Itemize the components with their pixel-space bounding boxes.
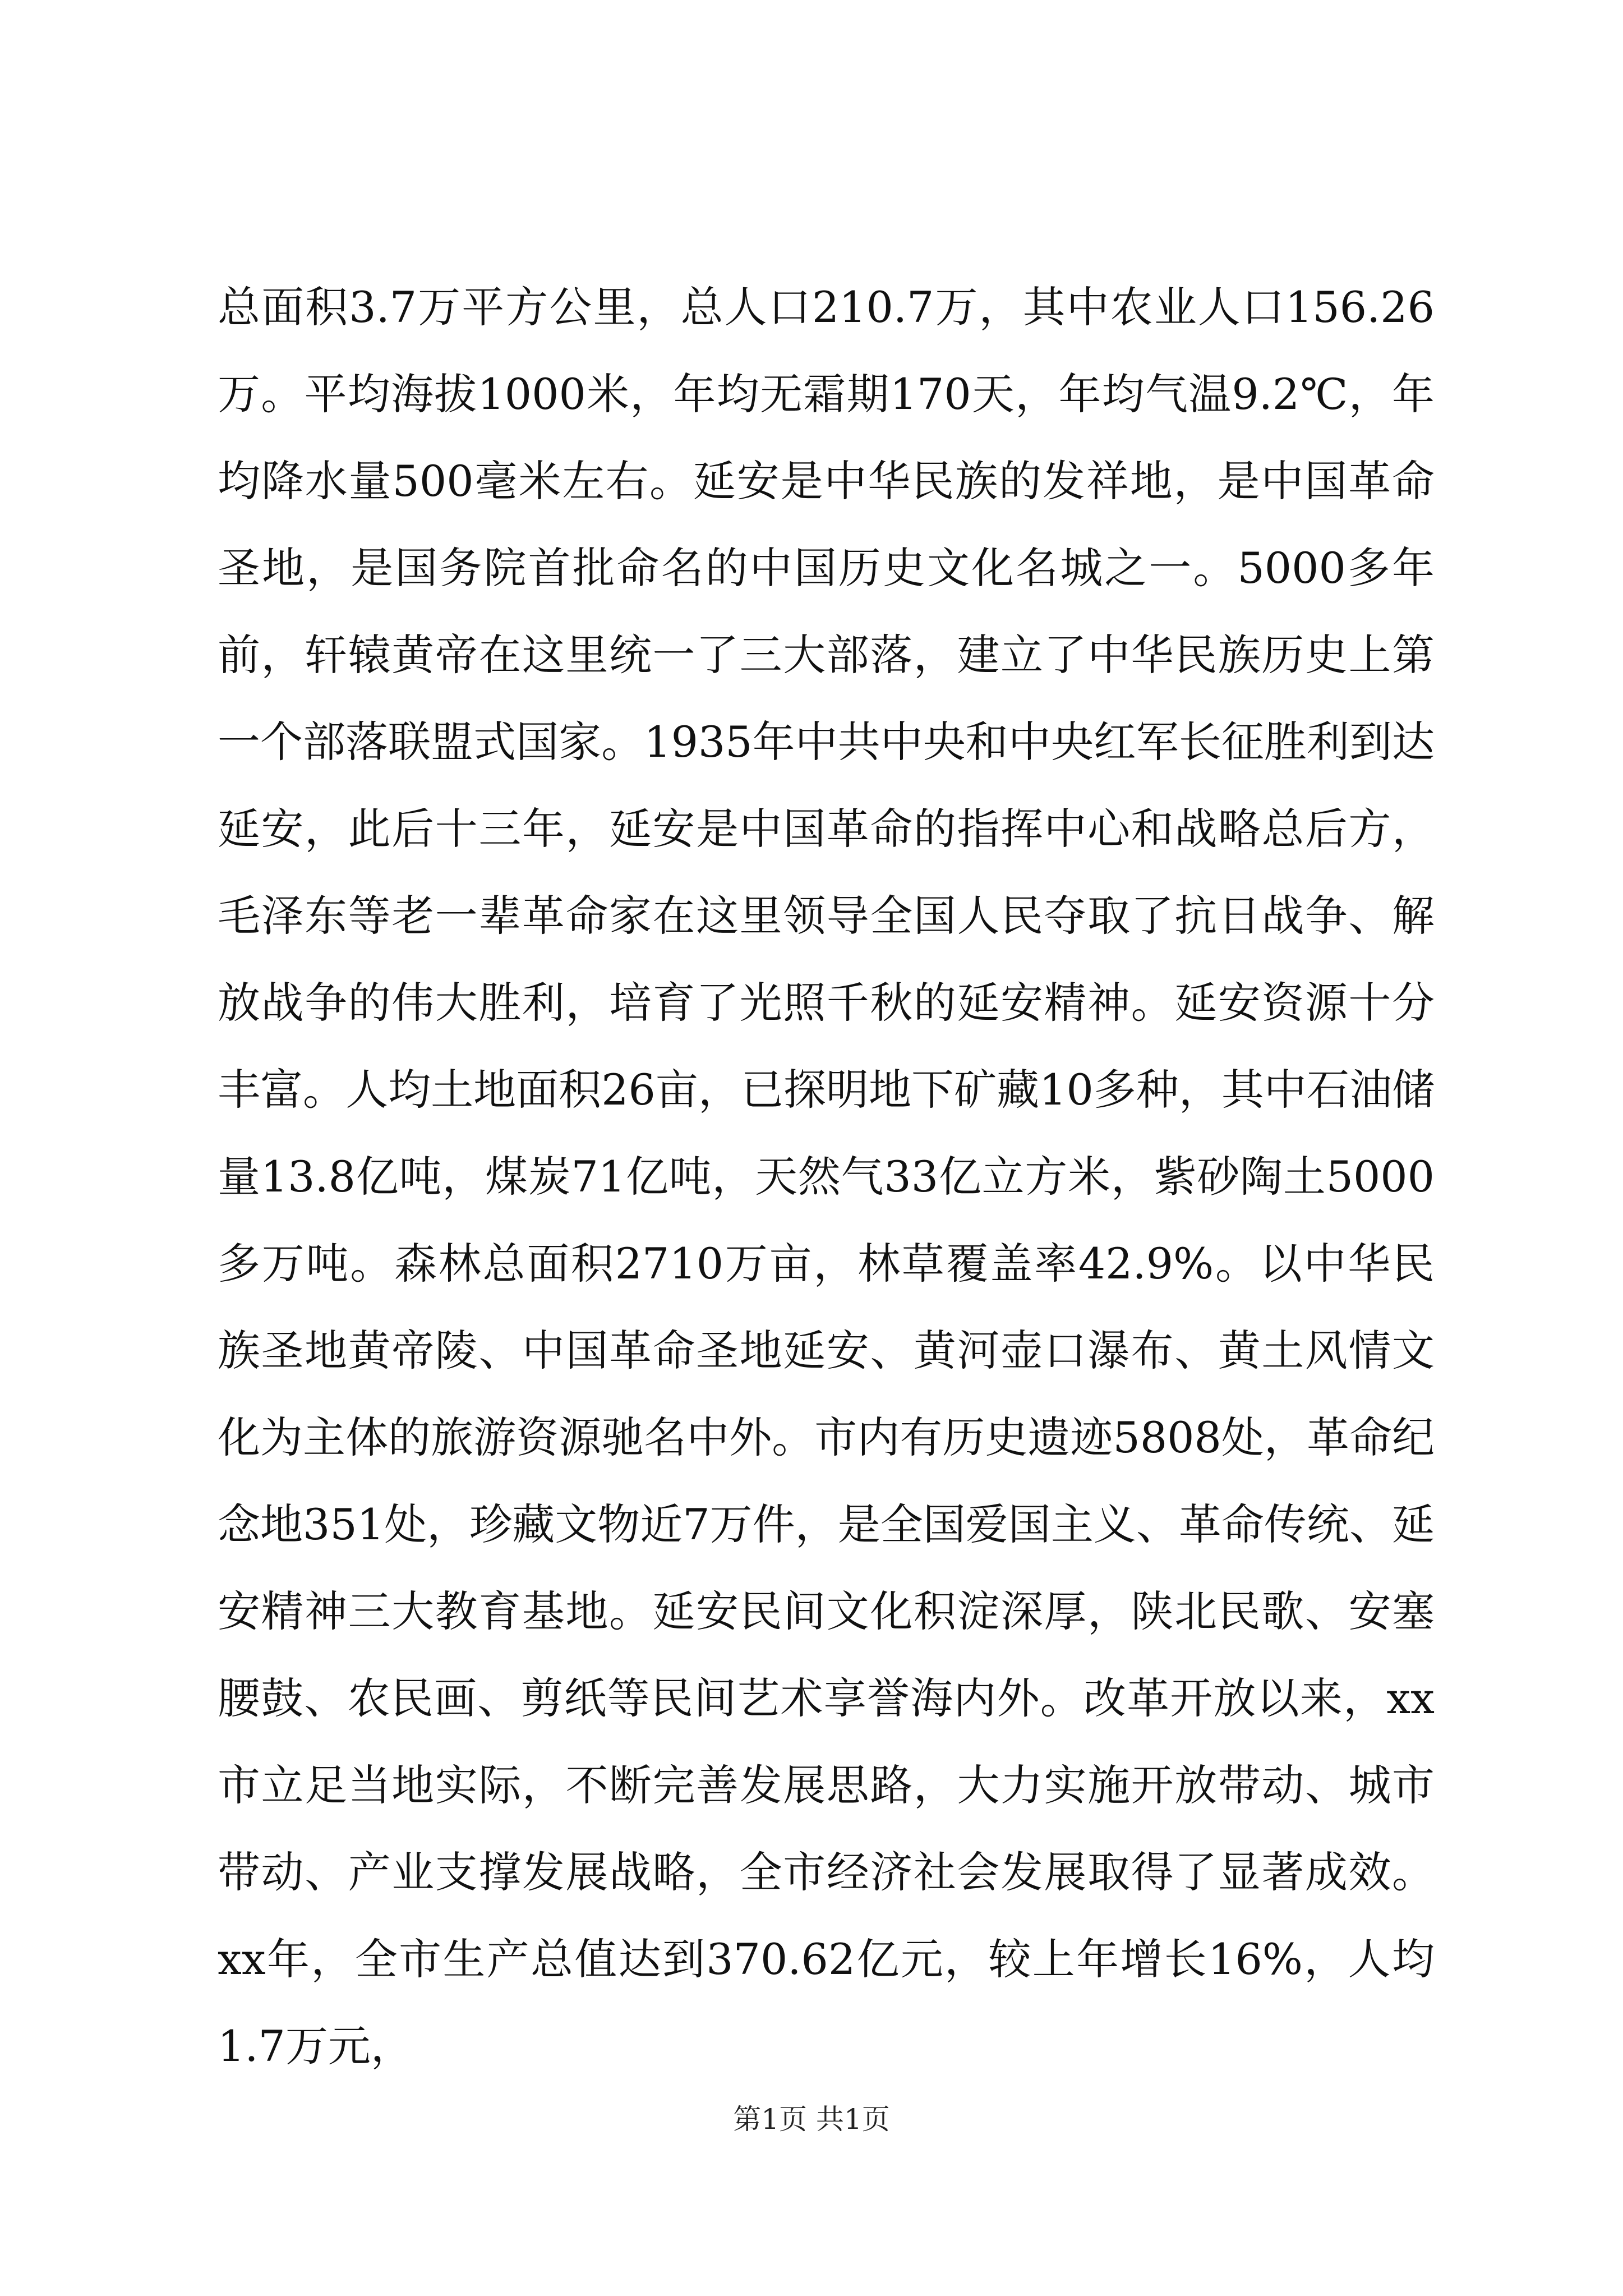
body-paragraph: 总面积3.7万平方公里，总人口210.7万，其中农业人口156.26万。平均海拔1000米，年均无霜期170天，年均气温9.2℃，年均降水量500毫米左右。延安是中华民族的发祥地，是中国革命圣地，是国务院首批命名的中国历史文化名城之一。5000多年前，轩辕黄帝在这里统一了三大部落，建立了中华民族历史上第一个部落联盟式国家。1935年中共中央和中央红军长征胜利到达延安，此后十三年，延安是中国革命的指挥中心和战略总后方，毛泽东等老一辈革命家在这里领导全国人民夺取了抗日战争、解放战争的伟大胜利，培育了光照千秋的延安精神。延安资源十分丰富。人均土地面积26亩，已探明地下矿藏10多种，其中石油储量13.8亿吨，煤炭71亿吨，天然气33亿立方米，紫砂陶土5000多万吨。森林总面积2710万亩，林草覆盖率42.9%。以中华民族圣地黄帝陵、中国革命圣地延安、黄河壶口瀑布、黄土风情文化为主体的旅游资源驰名中外。市内有历史遗迹5808处，革命纪念地351处，珍藏文物近7万件，是全国爱国主义、革命传统、延安精神三大教育基地。延安民间文化积淀深厚，陕北民歌、安塞腰鼓、农民画、剪纸等民间艺术享誉海内外。改革开放以来，xx市立足当地实际，不断完善发展思路，大力实施开放带动、城市带动、产业支撑发展战略，全市经济社会发展取得了显著成效。xx年，全市生产总值达到370.62亿元，较上年增长16%，人均1.7万元， [218, 282, 1435, 2071]
page-footer: 第1页 共1页 [733, 2103, 890, 2136]
